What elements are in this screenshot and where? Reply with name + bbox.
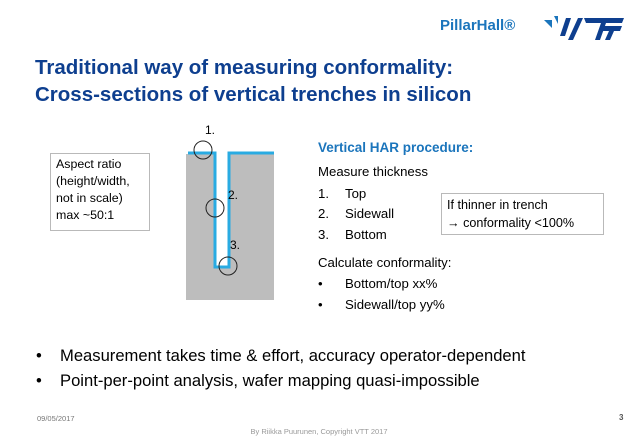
bullet-marker: • (36, 346, 42, 365)
procedure-title: Vertical HAR procedure: (318, 140, 474, 155)
bullet-text: Point-per-point analysis, wafer mapping quasi-impossible (60, 371, 480, 390)
point-label-3: 3. (230, 238, 241, 252)
page-number: 3 (619, 413, 624, 422)
list-marker: 1. (318, 186, 329, 201)
trench-cross-section-diagram (182, 140, 282, 305)
aspect-ratio-box (50, 153, 150, 231)
vtt-logo-icon (540, 14, 624, 44)
summary-bullet (36, 371, 480, 391)
summary-bullet (36, 346, 525, 366)
aspect-ratio-line: (height/width, (56, 174, 130, 188)
note-line-1: If thinner in trench (447, 198, 548, 212)
list-item-text: Bottom (345, 227, 387, 242)
bullet-marker: • (318, 276, 323, 291)
point-label-2: 2. (228, 188, 239, 202)
measure-item (318, 186, 366, 201)
aspect-ratio-line: max ~50:1 (56, 208, 115, 222)
list-item-text: Bottom/top xx% (345, 276, 438, 291)
aspect-ratio-line: Aspect ratio (56, 157, 122, 171)
brand-name: PillarHall® (440, 17, 516, 34)
list-marker: 3. (318, 227, 329, 242)
calculate-item (318, 276, 437, 291)
list-marker: 2. (318, 206, 329, 221)
bullet-marker: • (36, 371, 42, 390)
bullet-marker: • (318, 297, 323, 312)
calculate-heading: Calculate conformality: (318, 255, 452, 270)
calculate-item (318, 297, 445, 312)
note-line-2 (447, 214, 603, 232)
bullet-text: Measurement takes time & effort, accuracy operator-dependent (60, 346, 526, 365)
point-label-1: 1. (205, 123, 216, 137)
slide-title-line-2: Cross-sections of vertical trenches in silicon (35, 83, 472, 106)
list-item-text: Top (345, 186, 367, 201)
list-item-text: Sidewall (345, 206, 395, 221)
list-item-text: Sidewall/top yy% (345, 297, 445, 312)
footer-date: 09/05/2017 (37, 414, 75, 423)
measure-item (318, 227, 387, 242)
note-text: conformality <100% (463, 216, 575, 230)
aspect-ratio-line: not in scale) (56, 191, 123, 205)
thinner-note-box (441, 193, 604, 235)
arrow-right-icon: → (447, 216, 460, 230)
slide-title-line-1: Traditional way of measuring conformality: (35, 56, 454, 79)
measure-item (318, 206, 394, 221)
measure-heading: Measure thickness (318, 164, 428, 179)
footer-credit: By Riikka Puurunen, Copyright VTT 2017 (250, 427, 388, 436)
